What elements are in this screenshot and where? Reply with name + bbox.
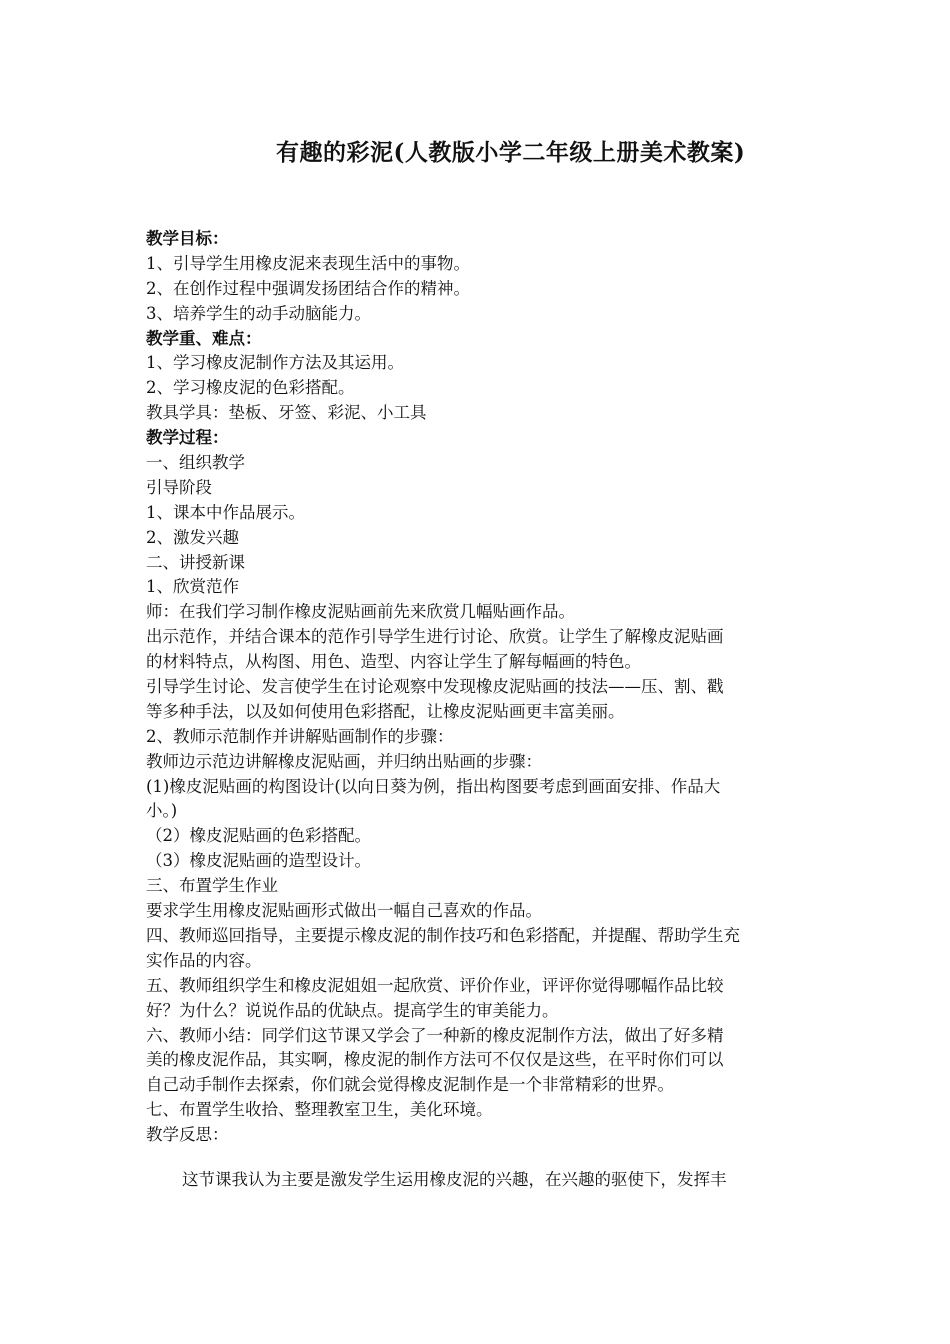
text-line: 1、引导学生用橡皮泥来表现生活中的事物。 <box>146 253 470 273</box>
text-line: 师：在我们学习制作橡皮泥贴画前先来欣赏几幅贴画作品。 <box>146 602 575 622</box>
text-line: 二、讲授新课 <box>146 552 245 572</box>
section-heading: 教学目标： <box>146 229 229 248</box>
text-line: 六、教师小结：同学们这节课又学会了一种新的橡皮泥制作方法，做出了好多精 <box>146 1025 724 1045</box>
text-line: 2、教师示范制作并讲解贴画制作的步骤： <box>146 726 454 746</box>
text-line: 四、教师巡回指导，主要提示橡皮泥的制作技巧和色彩搭配，并提醒、帮助学生充 <box>146 925 740 945</box>
text-line: 五、教师组织学生和橡皮泥姐姐一起欣赏、评价作业，评评你觉得哪幅作品比较 <box>146 975 724 995</box>
text-line: 教学反思： <box>146 1125 229 1145</box>
document-body <box>146 227 812 1193</box>
text-line: 等多种手法，以及如何使用色彩搭配，让橡皮泥贴画更丰富美丽。 <box>146 701 625 721</box>
text-line: 教具学具：垫板、牙签、彩泥、小工具 <box>146 403 427 423</box>
text-line: 2、激发兴趣 <box>146 527 239 547</box>
text-line: 2、在创作过程中强调发扬团结合作的精神。 <box>146 278 470 298</box>
text-line: 三、布置学生作业 <box>146 876 278 896</box>
text-line: 的材料特点，从构图、用色、造型、内容让学生了解每幅画的特色。 <box>146 652 641 672</box>
text-line: 教师边示范边讲解橡皮泥贴画，并归纳出贴画的步骤： <box>146 751 542 771</box>
text-line: (1)橡皮泥贴画的构图设计(以向日葵为例，指出构图要考虑到画面安排、作品大 <box>146 776 721 796</box>
text-line: 好？为什么？说说作品的优缺点。提高学生的审美能力。 <box>146 1000 559 1020</box>
text-line: （3）橡皮泥贴画的造型设计。 <box>146 851 371 871</box>
reflection-paragraph: 这节课我认为主要是激发学生运用橡皮泥的兴趣，在兴趣的驱使下，发挥丰 <box>182 1169 727 1189</box>
text-line: 七、布置学生收拾、整理教室卫生，美化环境。 <box>146 1100 493 1120</box>
text-line: 实作品的内容。 <box>146 950 262 970</box>
text-line: 3、培养学生的动手动脑能力。 <box>146 303 371 323</box>
text-line: 引导阶段 <box>146 477 212 497</box>
text-line: 引导学生讨论、发言使学生在讨论观察中发现橡皮泥贴画的技法——压、割、戳 <box>146 677 724 697</box>
text-line: 小。) <box>146 801 178 821</box>
text-line: 一、组织教学 <box>146 453 245 473</box>
text-line: 美的橡皮泥作品，其实啊，橡皮泥的制作方法可不仅仅是这些，在平时你们可以 <box>146 1050 724 1070</box>
text-line: 1、课本中作品展示。 <box>146 502 305 522</box>
text-line: 2、学习橡皮泥的色彩搭配。 <box>146 378 355 398</box>
text-line: （2）橡皮泥贴画的色彩搭配。 <box>146 826 371 846</box>
text-line: 出示范作，并结合课本的范作引导学生进行讨论、欣赏。让学生了解橡皮泥贴画 <box>146 627 724 647</box>
text-line: 自己动手制作去探索，你们就会觉得橡皮泥制作是一个非常精彩的世界。 <box>146 1075 674 1095</box>
document-title: 有趣的彩泥(人教版小学二年级上册美术教案) <box>276 139 746 166</box>
section-heading: 教学过程： <box>146 428 229 448</box>
text-line: 1、欣赏范作 <box>146 577 239 597</box>
text-line: 要求学生用橡皮泥贴画形式做出一幅自己喜欢的作品。 <box>146 901 542 921</box>
text-line: 1、学习橡皮泥制作方法及其运用。 <box>146 353 404 373</box>
section-heading: 教学重、难点： <box>146 328 262 348</box>
